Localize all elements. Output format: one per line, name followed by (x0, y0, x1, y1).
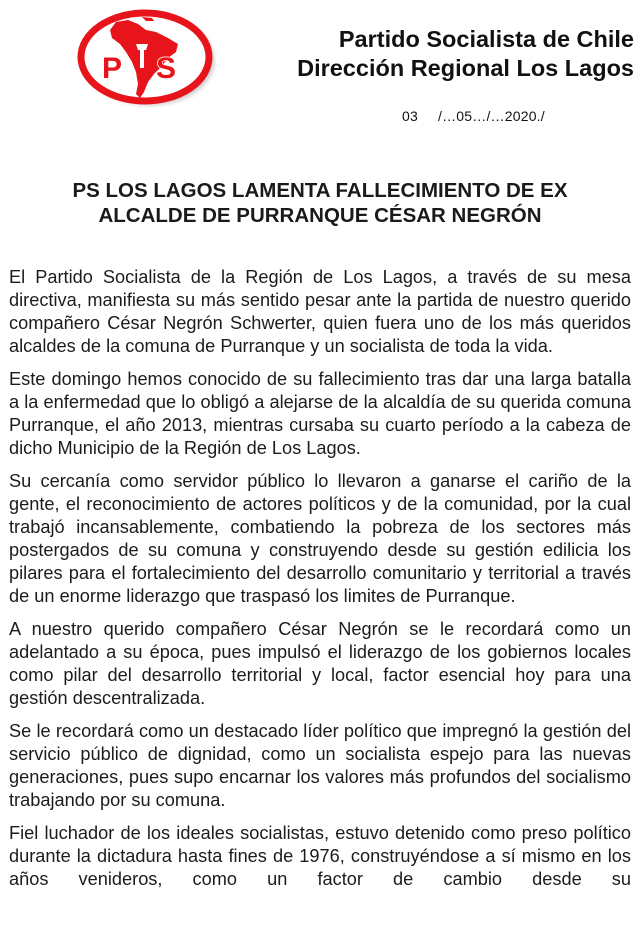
ps-logo-icon (76, 8, 216, 108)
org-line-1: Partido Socialista de Chile (338, 26, 634, 52)
paragraph: Su cercanía como servidor público lo llevaron a ganarse el cariño de la gente, el reconocimiento de actores políticos y de la comunidad, por la cual trabajó incansablemente, combatiendo la pobreza de los sectores más postergados de su comuna y construyendo desde su gestión edilicia los pilares para el fortalecimiento del desarrollo comunitario y territorial a través de un enorme liderazgo que traspasó los limites de Purranque. (9, 471, 631, 606)
title-line-2: ALCALDE DE PURRANQUE CÉSAR NEGRÓN (98, 204, 542, 227)
date-day: 03 (402, 108, 418, 124)
article-title (14, 178, 626, 228)
svg-text:S: S (156, 52, 177, 85)
date-month-year: /…05…/…2020./ (437, 108, 545, 124)
paragraph: El Partido Socialista de la Región de Los Lagos, a través de su mesa directiva, manifiesta su más sentido pesar ante la partida de nuestro querido compañero César Negrón Schwerter, quien fuera uno de los más queridos alcaldes de la comuna de Purranque y un socialista de toda la vida. (9, 267, 631, 356)
ps-party-logo (76, 8, 216, 108)
org-line-2: Dirección Regional Los Lagos (297, 55, 634, 81)
organization-name (254, 25, 634, 83)
paragraph: Fiel luchador de los ideales socialistas, estuvo detenido como preso político durante la dictadura hasta fines de 1976, construyéndose a sí mismo en los años venideros, como un factor de cambio desde su (9, 823, 631, 889)
title-line-1: PS LOS LAGOS LAMENTA FALLECIMIENTO DE EX (72, 179, 568, 202)
svg-text:P: P (102, 52, 123, 85)
paragraph: A nuestro querido compañero César Negrón se le recordará como un adelantado a su época, pues impulsó el liderazgo de los gobiernos locales como pilar del desarrollo territorial y local, factor esencial hoy para una gestión descentralizada. (9, 619, 631, 708)
paragraph: Se le recordará como un destacado líder político que impregnó la gestión del servicio público de dignidad, como un socialista espejo para las nuevas generaciones, pues supo encarnar los valores más profundos del socialismo trabajando por su comuna. (9, 721, 631, 810)
document-date (402, 108, 545, 124)
article-body (9, 266, 631, 901)
paragraph: Este domingo hemos conocido de su fallecimiento tras dar una larga batalla a la enfermedad que lo obligó a alejarse de la alcaldía de su querida comuna Purranque, el año 2013, mientras cursaba su cuarto período a la cabeza de dicho Municipio de la Región de Los Lagos. (9, 369, 631, 458)
